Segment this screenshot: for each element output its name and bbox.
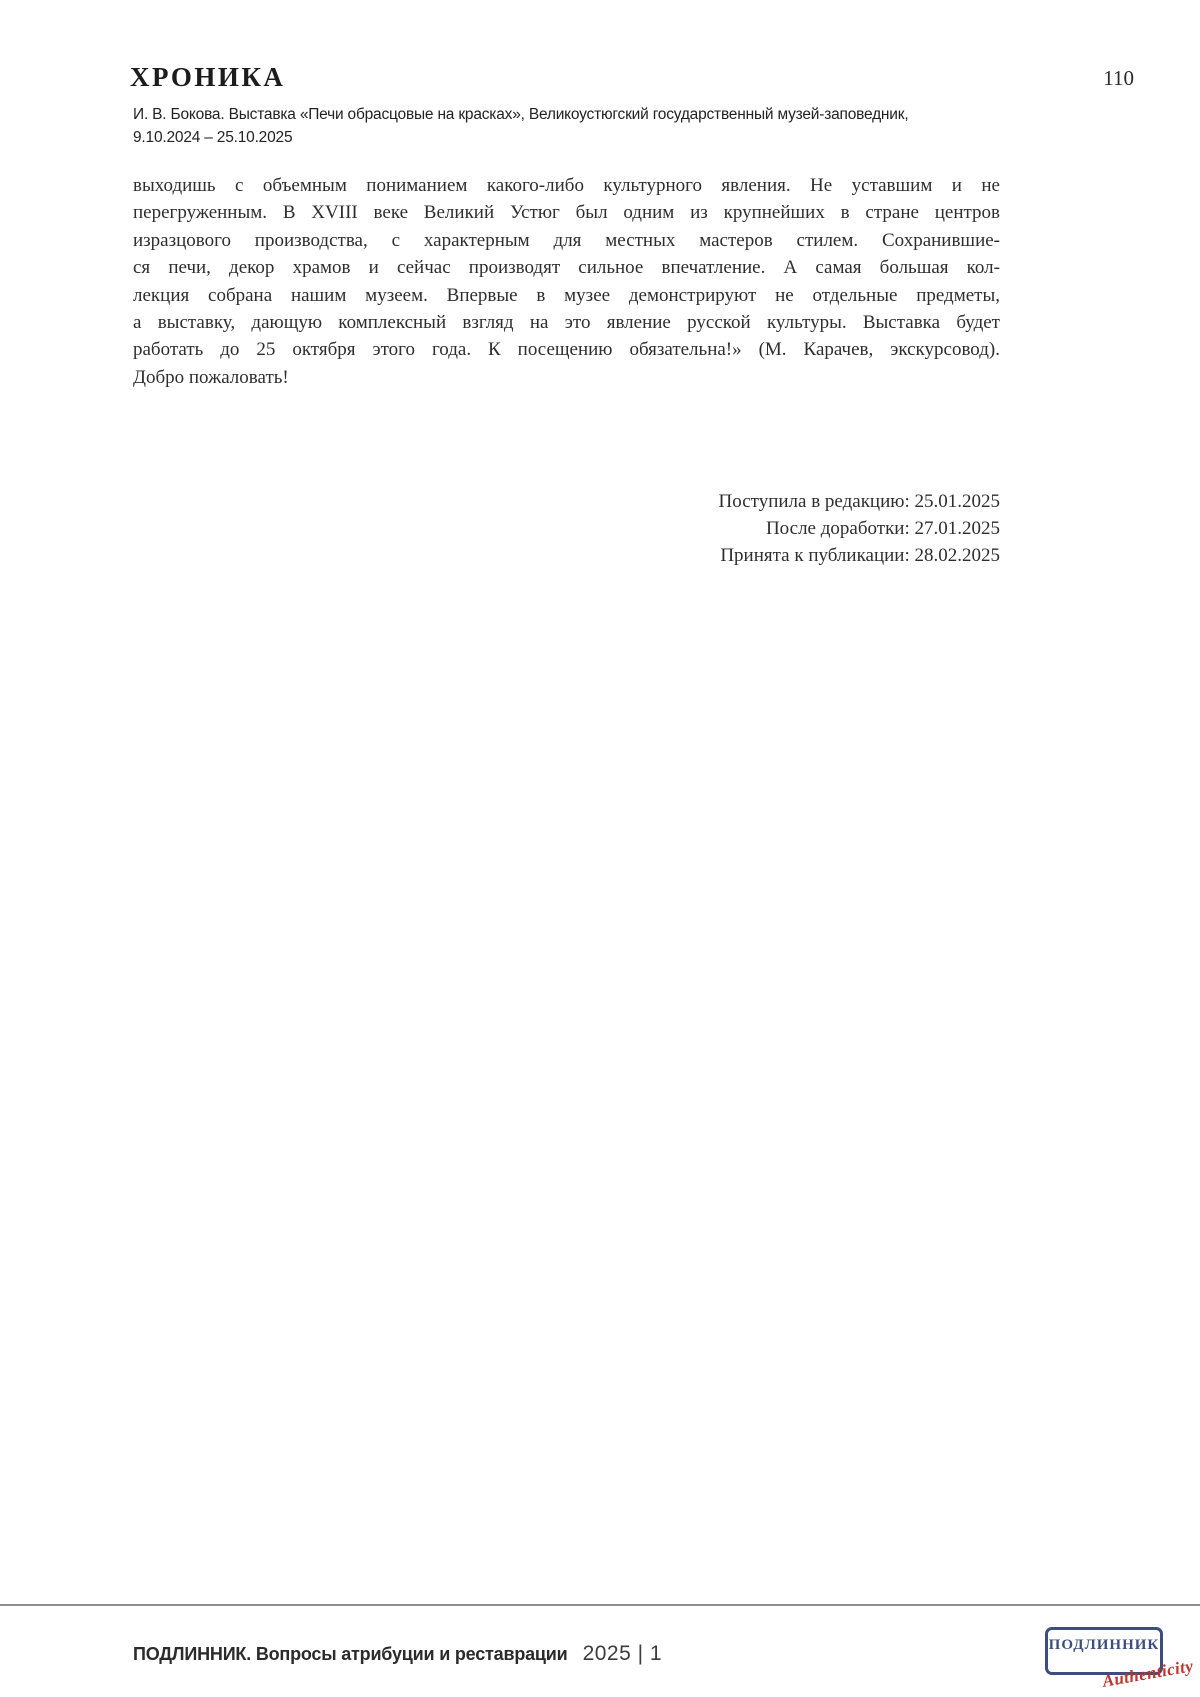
submission-received: Поступила в редакцию: 25.01.2025 — [718, 491, 1000, 512]
page-number: 110 — [1103, 66, 1134, 90]
body-line: выходишь с объемным пониманием какого-либо культурного явления. Не уставшим и не — [133, 175, 1000, 196]
article-body — [133, 172, 1000, 391]
submission-dates — [133, 488, 1000, 569]
body-line: изразцового производства, с характерным для местных мастеров стилем. Сохранившие- — [133, 229, 1000, 251]
article-reference-line2: 9.10.2024 – 25.10.2025 — [133, 129, 293, 146]
logo-wordmark: ПОДЛИННИК — [1048, 1637, 1160, 1653]
body-line: ся печи, декор храмов и сейчас производят сильное впечатление. А самая большая кол- — [133, 257, 1000, 279]
article-reference-line1: И. В. Бокова. Выставка «Печи обрасцовые на красках», Великоустюгский государственный музей-заповедник, — [133, 106, 909, 123]
logo-authenticity-script: Authenticity — [1100, 1656, 1195, 1691]
journal-logo-stamp — [1045, 1627, 1195, 1691]
footer-journal-title: ПОДЛИННИК. Вопросы атрибуции и реставрации — [133, 1644, 568, 1664]
submission-accepted: Принята к публикации: 28.02.2025 — [720, 545, 1000, 566]
body-line: перегруженным. В XVIII веке Великий Устюг был одним из крупнейших в стране центров — [133, 202, 1000, 224]
footer — [133, 1642, 662, 1666]
body-line: работать до 25 октября этого года. К посещению обязательна!» (М. Карачев, экскурсовод). — [133, 339, 1000, 361]
article-reference — [133, 103, 913, 149]
body-line: а выставку, дающую комплексный взгляд на это явление русской культуры. Выставка будет — [133, 312, 1000, 334]
section-title: ХРОНИКА — [130, 62, 286, 92]
body-line: Добро пожаловать! — [133, 366, 289, 388]
submission-revised: После доработки: 27.01.2025 — [765, 518, 1000, 539]
body-line: лекция собрана нашим музеем. Впервые в музее демонстрируют не отдельные предметы, — [133, 284, 1000, 306]
footer-issue: 2025 | 1 — [582, 1642, 663, 1665]
footer-divider — [0, 1604, 1200, 1606]
